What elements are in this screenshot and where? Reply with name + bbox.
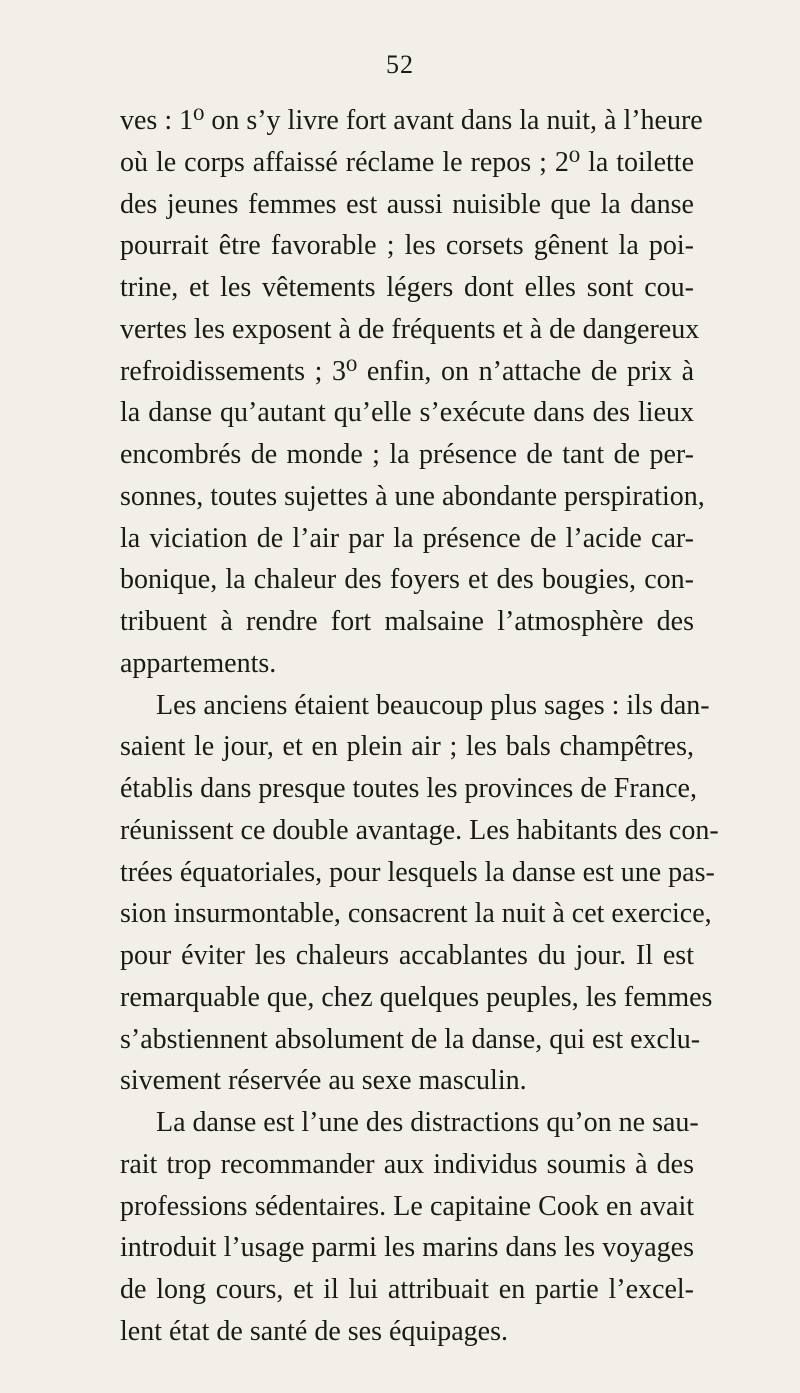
page-number: 52: [386, 50, 414, 79]
text-line: vertes les exposent à de fréquents et à de dangereux: [120, 313, 700, 345]
text-line: trine, et les vêtements légers dont elles sont cou-: [120, 272, 694, 303]
paragraph-end-line: appartements.: [120, 647, 277, 679]
paragraph-start-line: La danse est l’une des distractions qu’on ne sau-: [156, 1107, 699, 1138]
text-line: ves : 1⁰ on s’y livre fort avant dans la nuit, à l’heure: [120, 105, 703, 136]
text-line: où le corps affaissé réclame le repos ; 2⁰ la toilette: [120, 146, 694, 178]
text-line: rait trop recommander aux individus soumis à des: [120, 1148, 694, 1180]
text-line: introduit l’usage parmi les marins dans les voyages: [120, 1232, 694, 1264]
text-line: pourrait être favorable ; les corsets gênent la poi-: [120, 230, 694, 262]
text-line: des jeunes femmes est aussi nuisible que la danse: [120, 188, 694, 220]
text-line: réunissent ce double avantage. Les habitants des con-: [120, 814, 719, 846]
text-line: saient le jour, et en plein air ; les bals champêtres,: [120, 731, 694, 763]
paragraph-end-line: lent état de santé de ses équipages.: [120, 1315, 508, 1347]
text-line: professions sédentaires. Le capitaine Cook en avait: [120, 1190, 694, 1222]
text-line: encombrés de monde ; la présence de tant de per-: [120, 439, 694, 470]
text-line: remarquable que, chez quelques peuples, les femmes: [120, 981, 713, 1013]
paragraph-start-line: Les anciens étaient beaucoup plus sages : ils dan-: [156, 689, 710, 721]
paragraph-end-line: sivement réservée au sexe masculin.: [120, 1065, 527, 1097]
text-line: sonnes, toutes sujettes à une abondante perspiration,: [120, 480, 705, 512]
text-line: refroidissements ; 3⁰ enfin, on n’attache de prix à: [120, 355, 694, 387]
text-line: s’abstiennent absolument de la danse, qui est exclu-: [120, 1023, 701, 1055]
text-line: la viciation de l’air par la présence de l’acide car-: [120, 522, 694, 554]
text-line: sion insurmontable, consacrent la nuit à cet exercice,: [120, 898, 712, 930]
text-line: établis dans presque toutes les provinces de France,: [120, 773, 697, 804]
text-line: tribuent à rendre fort malsaine l’atmosphère des: [120, 606, 694, 637]
body-text: [120, 100, 719, 1353]
text-line: pour éviter les chaleurs accablantes du jour. Il est: [120, 940, 694, 971]
text-line: bonique, la chaleur des foyers et des bougies, con-: [120, 564, 694, 596]
text-line: la danse qu’autant qu’elle s’exécute dans des lieux: [120, 397, 694, 429]
text-line: de long cours, et il lui attribuait en partie l’excel-: [120, 1274, 694, 1305]
text-line: trées équatoriales, pour lesquels la danse est une pas-: [120, 856, 715, 888]
